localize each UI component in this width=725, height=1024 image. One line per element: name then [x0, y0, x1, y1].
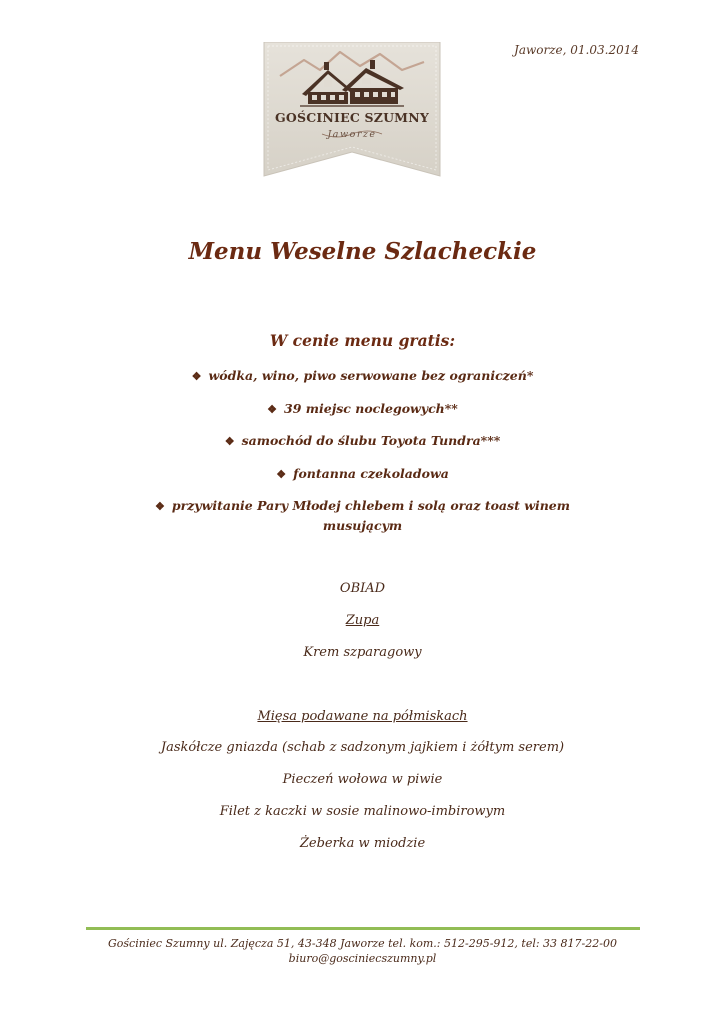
document-date: Jaworze, 01.03.2014 [514, 43, 639, 57]
list-item: ❖ fontanna czekoladowa [140, 464, 585, 484]
logo [262, 42, 442, 178]
footer [70, 936, 655, 966]
diamond-bullet-icon: ❖ [267, 402, 278, 416]
logo-name: GOŚCINIEC SZUMNY [275, 110, 429, 125]
meat-item: Żeberka w miodzie [299, 836, 426, 851]
meat-item: Jaskółcze gniazda (schab z sadzonym jajkiem i żółtym serem) [160, 740, 565, 755]
perks-list [140, 366, 585, 548]
logo-subtitle: Jaworze [327, 129, 377, 140]
list-item: ❖ wódka, wino, piwo serwowane bez ograniczeń* [140, 366, 585, 386]
diamond-bullet-icon: ❖ [224, 435, 235, 448]
perks-heading: W cenie menu gratis: [269, 331, 456, 350]
meat-item: Filet z kaczki w sosie malinowo-imbirowym [219, 804, 506, 819]
diamond-bullet-icon: ❖ [276, 467, 287, 481]
list-item: ❖ przywitanie Pary Młodej chlebem i solą oraz toast winem musującym [155, 498, 570, 533]
list-item: ❖ 39 miejsc noclegowych** [140, 399, 585, 419]
section-heading: OBIAD [339, 581, 386, 596]
soup-item: Krem szparagowy [303, 645, 422, 660]
diamond-bullet-icon: ❖ [191, 370, 202, 383]
list-item: ❖ samochód do ślubu Toyota Tundra*** [140, 431, 585, 451]
meat-item: Pieczeń wołowa w piwie [282, 772, 443, 787]
page-title: Menu Weselne Szlacheckie [188, 238, 537, 265]
meats-heading: Mięsa podawane na półmiskach [257, 709, 468, 724]
footer-email: biuro@gosciniecszumny.pl [288, 952, 437, 965]
footer-divider [86, 927, 640, 930]
soup-heading: Zupa [345, 613, 380, 628]
footer-address: Gościniec Szumny ul. Zajęcza 51, 43-348 Jaworze tel. kom.: 512-295-912, tel: 33 817-22-00 [108, 937, 617, 950]
diamond-bullet-icon: ❖ [155, 500, 165, 513]
